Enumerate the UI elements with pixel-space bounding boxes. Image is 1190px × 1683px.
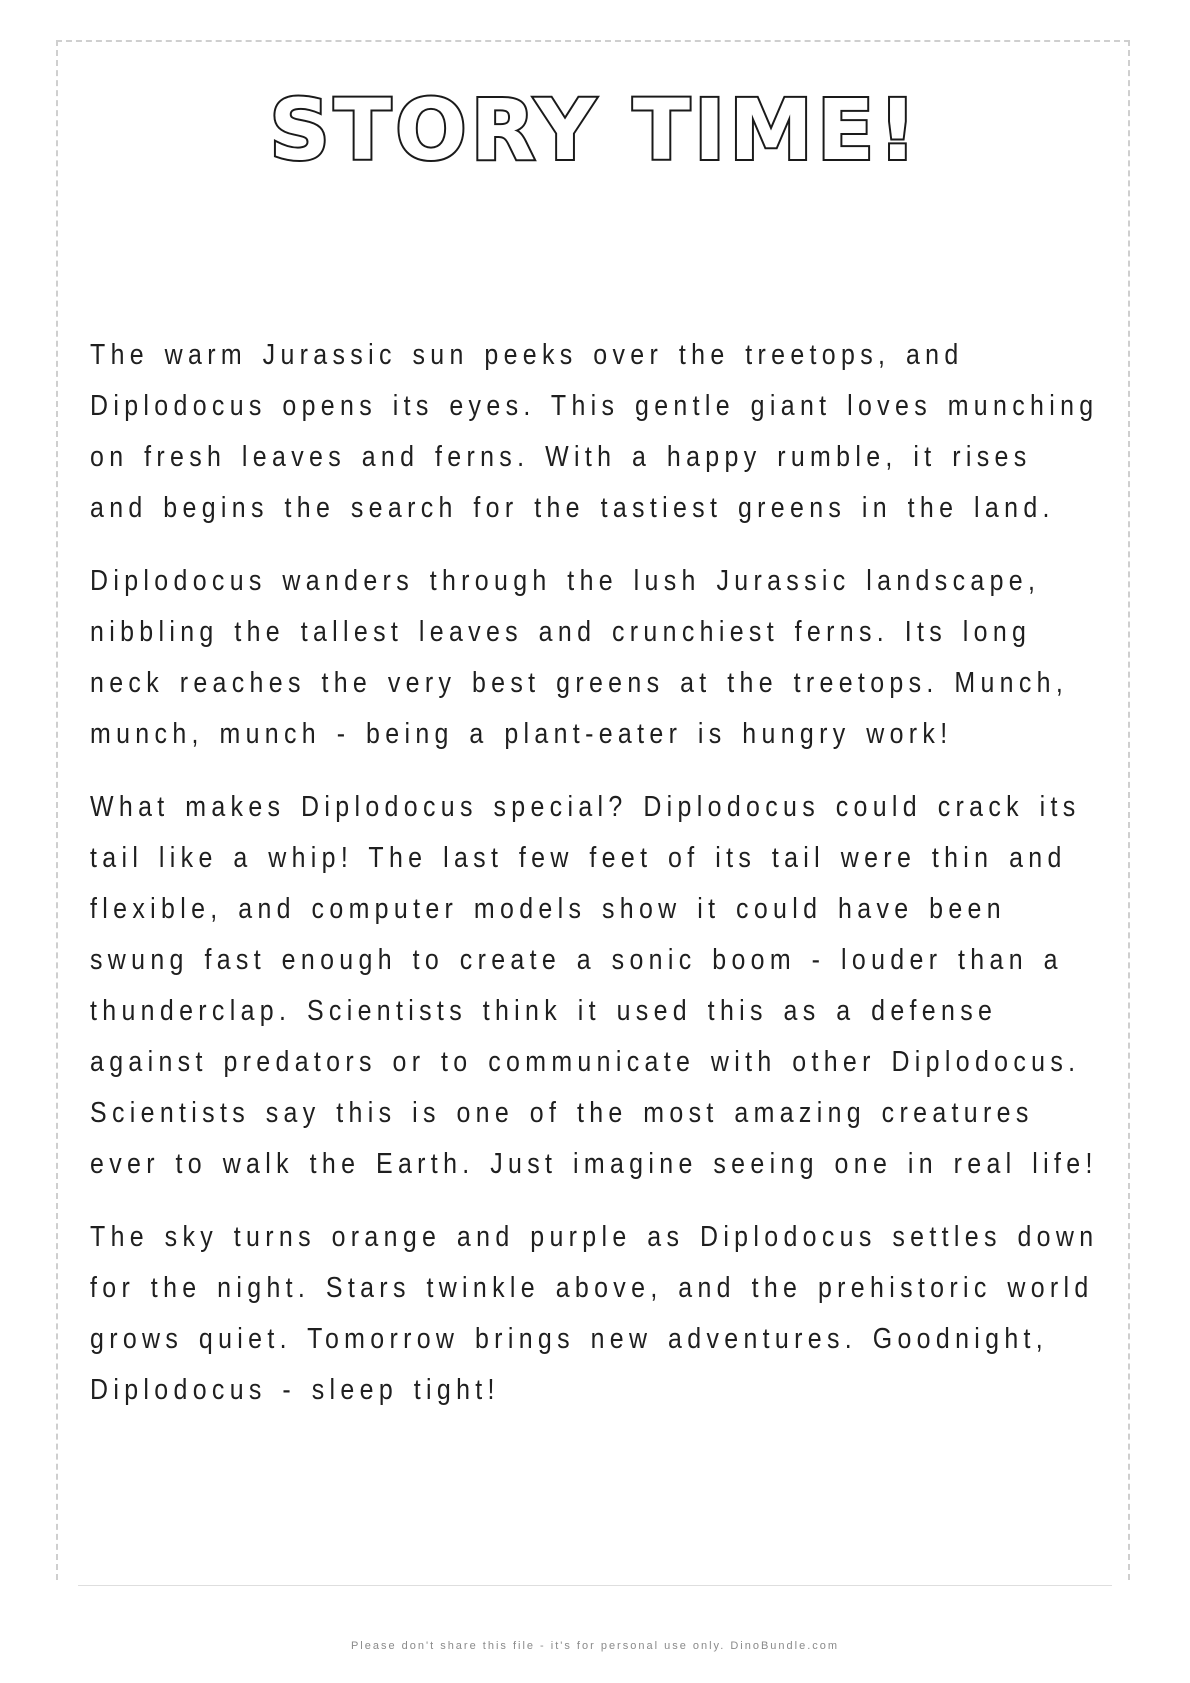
page-title: STORY TIME! — [269, 81, 921, 179]
footer-divider — [78, 1585, 1112, 1586]
story-paragraph: The warm Jurassic sun peeks over the treetops, and Diplodocus opens its eyes. This gentle giant loves munching on fresh leaves and ferns. With a happy rumble, it rises and begins the search for the tastiest greens in the land. — [90, 339, 1099, 524]
story-paragraph: The sky turns orange and purple as Diplodocus settles down for the night. Stars twinkle above, and the prehistoric world grows quiet. Tomorrow brings new adventures. Goodnight, Diplodocus - sleep tight! — [90, 1221, 1099, 1406]
footer-notice: Please don't share this file - it's for personal use only. DinoBundle.com — [350, 1640, 840, 1652]
story-body — [90, 330, 1100, 1438]
story-paragraph: What makes Diplodocus special? Diplodocus could crack its tail like a whip! The last few feet of its tail were thin and flexible, and computer models show it could have been swung fast enough to create a sonic boom - louder than a thunderclap. Scientists think it used this as a defense against predators or to communicate with other Diplodocus. Scientists say this is one of the most amazing creatures ever to walk the Earth. Just imagine seeing one in real life! — [90, 791, 1098, 1180]
story-paragraph: Diplodocus wanders through the lush Jurassic landscape, nibbling the tallest leaves and crunchiest ferns. Its long neck reaches the very best greens at the treetops. Munch, munch, munch - being a plant-eater is hungry work! — [90, 565, 1069, 750]
